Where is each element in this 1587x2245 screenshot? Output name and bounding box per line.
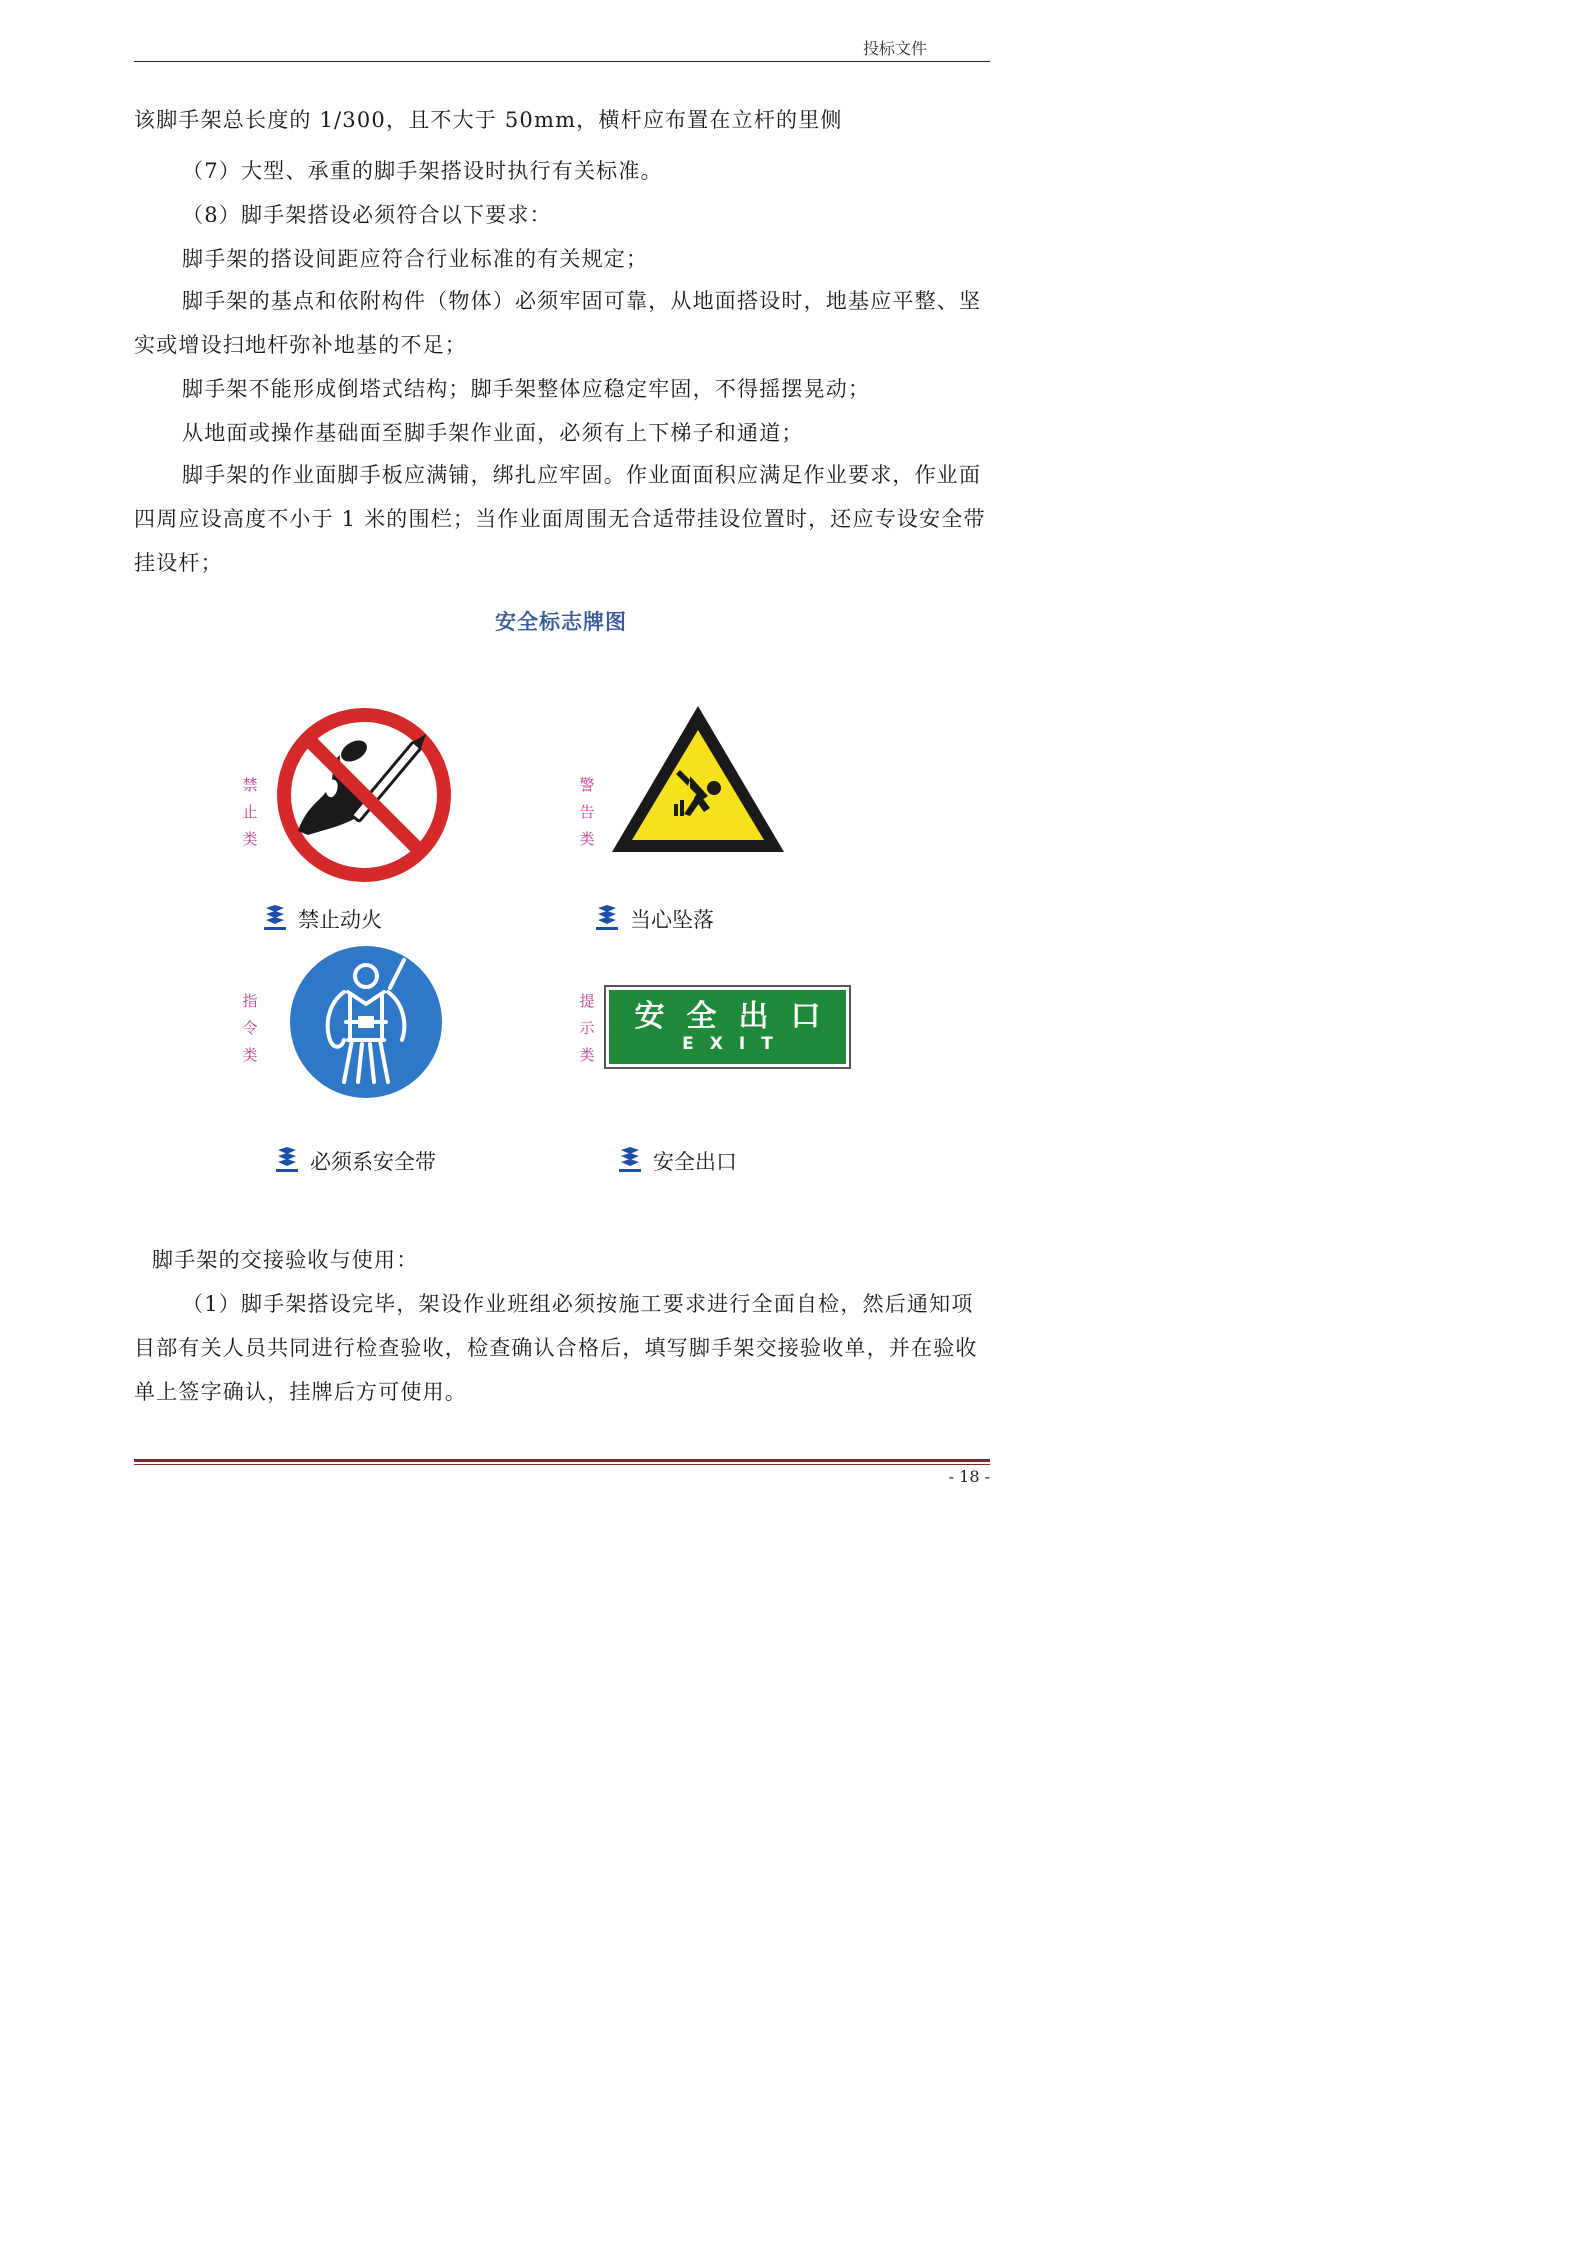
safety-belt-icon xyxy=(286,944,446,1100)
paragraph-foundation: 脚手架的基点和依附构件（物体）必须牢固可靠，从地面搭设时，地基应平整、坚实或增设扫地杆弥补地基的不足； xyxy=(134,289,982,357)
section-heading-handover: 脚手架的交接验收与使用： xyxy=(152,1248,419,1272)
paragraph-handover-1: （1）脚手架搭设完毕，架设作业班组必须按施工要求进行全面自检，然后通知项目部有关人员共同进行检查验收，检查确认合格后，填写脚手架交接验收单，并在验收单上签字确认，挂牌后方可使用。 xyxy=(134,1292,978,1404)
company-logo-icon xyxy=(274,1146,300,1176)
paragraph-ladder: 从地面或操作基础面至脚手架作业面，必须有上下梯子和通道； xyxy=(182,421,804,445)
paragraph-item-8: （8）脚手架搭设必须符合以下要求： xyxy=(182,203,552,227)
paragraph-item-7: （7）大型、承重的脚手架搭设时执行有关标准。 xyxy=(182,159,663,183)
sign-caption-belt xyxy=(274,1146,436,1176)
sign-caption-fall xyxy=(594,904,714,934)
caption-text: 安全出口 xyxy=(653,1150,737,1174)
category-label-prohibition: 禁 止 类 xyxy=(242,776,258,848)
sign-caption-exit xyxy=(617,1146,737,1176)
paragraph-spacing: 脚手架的搭设间距应符合行业标准的有关规定； xyxy=(182,247,649,271)
paragraph-work-surface: 脚手架的作业面脚手板应满铺，绑扎应牢固。作业面面积应满足作业要求，作业面四周应设高度不小于 1 米的围栏；当作业面周围无合适带挂设位置时，还应专设安全带挂设杆； xyxy=(134,463,986,575)
exit-sign-icon xyxy=(604,985,851,1069)
paragraph-structure: 脚手架不能形成倒塔式结构；脚手架整体应稳定牢固，不得摇摆晃动； xyxy=(182,377,871,401)
category-label-mandatory: 指 令 类 xyxy=(242,992,258,1064)
caption-text: 禁止动火 xyxy=(298,908,382,932)
company-logo-icon xyxy=(594,904,620,934)
company-logo-icon xyxy=(617,1146,643,1176)
figure-title: 安全标志牌图 xyxy=(495,610,627,634)
header-title: 投标文件 xyxy=(862,39,927,58)
sign-caption-no-fire xyxy=(262,904,382,934)
category-label-information: 提 示 类 xyxy=(579,992,595,1064)
category-label-warning: 警 告 类 xyxy=(579,776,595,848)
caption-text: 当心坠落 xyxy=(630,908,714,932)
fall-warning-icon xyxy=(606,700,790,858)
no-fire-icon xyxy=(268,703,460,887)
company-logo-icon xyxy=(262,904,288,934)
exit-sign-cn-text: 安全出口 xyxy=(634,999,843,1034)
page-number: - 18 - xyxy=(948,1467,990,1486)
footer-rule xyxy=(134,1459,990,1462)
header-rule xyxy=(134,61,990,62)
caption-text: 必须系安全带 xyxy=(310,1150,436,1174)
footer-rule-thin xyxy=(134,1464,990,1465)
paragraph-continuation: 该脚手架总长度的 1/300，且不大于 50mm，横杆应布置在立杆的里侧 xyxy=(134,108,843,132)
exit-sign-en-text: EXIT xyxy=(682,1034,789,1054)
